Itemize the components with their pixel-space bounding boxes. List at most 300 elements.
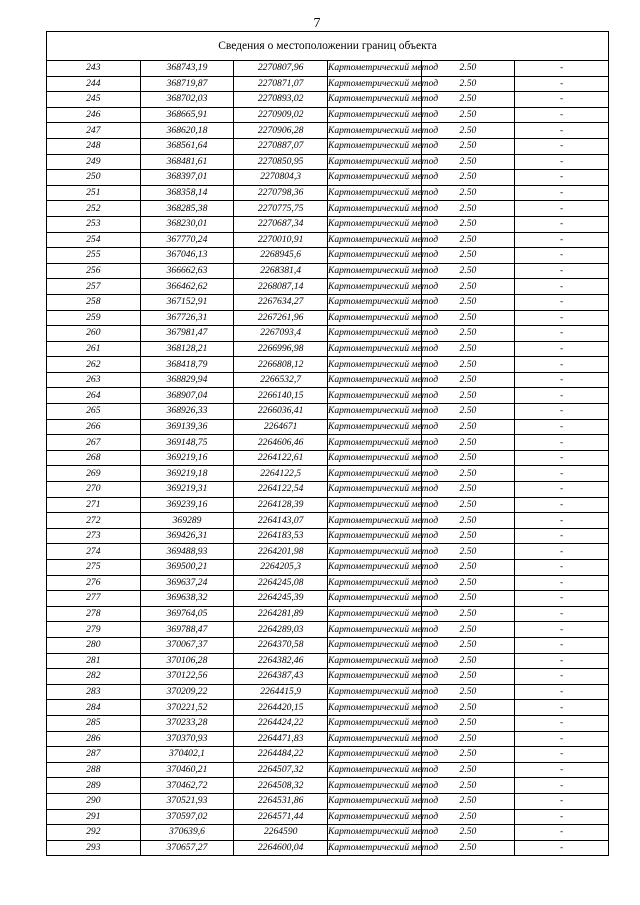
description-cell: - <box>515 201 609 217</box>
method-cell: Картометрический метод <box>327 419 421 435</box>
accuracy-cell: 2.50 <box>421 357 515 373</box>
table-row <box>47 154 609 170</box>
x-coordinate-cell: 368702,03 <box>140 92 234 108</box>
description-cell: - <box>515 61 609 77</box>
point-number-cell: 257 <box>47 279 141 295</box>
point-number-cell: 286 <box>47 731 141 747</box>
x-coordinate-cell: 367726,31 <box>140 310 234 326</box>
point-number-cell: 274 <box>47 544 141 560</box>
x-coordinate-cell: 368418,79 <box>140 357 234 373</box>
description-cell: - <box>515 840 609 856</box>
x-coordinate-cell: 368907,04 <box>140 388 234 404</box>
x-coordinate-cell: 370657,27 <box>140 840 234 856</box>
table-row <box>47 404 609 420</box>
y-coordinate-cell: 2270010,91 <box>234 232 328 248</box>
y-coordinate-cell: 2264370,58 <box>234 637 328 653</box>
accuracy-cell: 2.50 <box>421 637 515 653</box>
method-cell: Картометрический метод <box>327 606 421 622</box>
table-row <box>47 482 609 498</box>
table-row <box>47 840 609 856</box>
accuracy-cell: 2.50 <box>421 326 515 342</box>
table-row <box>47 123 609 139</box>
description-cell: - <box>515 232 609 248</box>
accuracy-cell: 2.50 <box>421 560 515 576</box>
point-number-cell: 283 <box>47 684 141 700</box>
y-coordinate-cell: 2264600,04 <box>234 840 328 856</box>
method-cell: Картометрический метод <box>327 341 421 357</box>
description-cell: - <box>515 669 609 685</box>
point-number-cell: 277 <box>47 591 141 607</box>
point-number-cell: 256 <box>47 263 141 279</box>
method-cell: Картометрический метод <box>327 170 421 186</box>
point-number-cell: 282 <box>47 669 141 685</box>
accuracy-cell: 2.50 <box>421 170 515 186</box>
accuracy-cell: 2.50 <box>421 76 515 92</box>
table-row <box>47 138 609 154</box>
accuracy-cell: 2.50 <box>421 61 515 77</box>
method-cell: Картометрический метод <box>327 372 421 388</box>
x-coordinate-cell: 369426,31 <box>140 528 234 544</box>
table-row <box>47 606 609 622</box>
accuracy-cell: 2.50 <box>421 513 515 529</box>
point-number-cell: 289 <box>47 778 141 794</box>
table-row <box>47 731 609 747</box>
table-row <box>47 435 609 451</box>
y-coordinate-cell: 2264606,46 <box>234 435 328 451</box>
table-row <box>47 372 609 388</box>
accuracy-cell: 2.50 <box>421 575 515 591</box>
description-cell: - <box>515 372 609 388</box>
point-number-cell: 268 <box>47 450 141 466</box>
point-number-cell: 250 <box>47 170 141 186</box>
y-coordinate-cell: 2264387,43 <box>234 669 328 685</box>
y-coordinate-cell: 2264507,32 <box>234 762 328 778</box>
method-cell: Картометрический метод <box>327 185 421 201</box>
y-coordinate-cell: 2268381,4 <box>234 263 328 279</box>
y-coordinate-cell: 2264424,22 <box>234 715 328 731</box>
table-row <box>47 560 609 576</box>
method-cell: Картометрический метод <box>327 92 421 108</box>
x-coordinate-cell: 367152,91 <box>140 294 234 310</box>
y-coordinate-cell: 2270807,96 <box>234 61 328 77</box>
y-coordinate-cell: 2264122,61 <box>234 450 328 466</box>
method-cell: Картометрический метод <box>327 216 421 232</box>
description-cell: - <box>515 216 609 232</box>
accuracy-cell: 2.50 <box>421 404 515 420</box>
point-number-cell: 248 <box>47 138 141 154</box>
description-cell: - <box>515 279 609 295</box>
table-row <box>47 357 609 373</box>
accuracy-cell: 2.50 <box>421 497 515 513</box>
x-coordinate-cell: 368743,19 <box>140 61 234 77</box>
y-coordinate-cell: 2264471,83 <box>234 731 328 747</box>
table-row <box>47 825 609 841</box>
y-coordinate-cell: 2264201,98 <box>234 544 328 560</box>
y-coordinate-cell: 2266996,98 <box>234 341 328 357</box>
description-cell: - <box>515 684 609 700</box>
method-cell: Картометрический метод <box>327 622 421 638</box>
table-row <box>47 762 609 778</box>
description-cell: - <box>515 622 609 638</box>
y-coordinate-cell: 2264245,08 <box>234 575 328 591</box>
method-cell: Картометрический метод <box>327 123 421 139</box>
point-number-cell: 288 <box>47 762 141 778</box>
table-caption-row <box>47 32 609 61</box>
table-row <box>47 778 609 794</box>
accuracy-cell: 2.50 <box>421 310 515 326</box>
method-cell: Картометрический метод <box>327 294 421 310</box>
x-coordinate-cell: 369148,75 <box>140 435 234 451</box>
table-row <box>47 294 609 310</box>
accuracy-cell: 2.50 <box>421 201 515 217</box>
description-cell: - <box>515 92 609 108</box>
x-coordinate-cell: 368358,14 <box>140 185 234 201</box>
y-coordinate-cell: 2264571,44 <box>234 809 328 825</box>
table-row <box>47 747 609 763</box>
method-cell: Картометрический метод <box>327 466 421 482</box>
point-number-cell: 261 <box>47 341 141 357</box>
accuracy-cell: 2.50 <box>421 825 515 841</box>
y-coordinate-cell: 2270775,75 <box>234 201 328 217</box>
method-cell: Картометрический метод <box>327 248 421 264</box>
point-number-cell: 279 <box>47 622 141 638</box>
point-number-cell: 258 <box>47 294 141 310</box>
point-number-cell: 253 <box>47 216 141 232</box>
y-coordinate-cell: 2268945,6 <box>234 248 328 264</box>
description-cell: - <box>515 107 609 123</box>
table-row <box>47 248 609 264</box>
point-number-cell: 275 <box>47 560 141 576</box>
method-cell: Картометрический метод <box>327 404 421 420</box>
accuracy-cell: 2.50 <box>421 216 515 232</box>
method-cell: Картометрический метод <box>327 263 421 279</box>
point-number-cell: 267 <box>47 435 141 451</box>
y-coordinate-cell: 2270909,02 <box>234 107 328 123</box>
description-cell: - <box>515 544 609 560</box>
point-number-cell: 278 <box>47 606 141 622</box>
y-coordinate-cell: 2264420,15 <box>234 700 328 716</box>
point-number-cell: 291 <box>47 809 141 825</box>
description-cell: - <box>515 606 609 622</box>
accuracy-cell: 2.50 <box>421 419 515 435</box>
accuracy-cell: 2.50 <box>421 107 515 123</box>
method-cell: Картометрический метод <box>327 450 421 466</box>
accuracy-cell: 2.50 <box>421 700 515 716</box>
point-number-cell: 255 <box>47 248 141 264</box>
accuracy-cell: 2.50 <box>421 138 515 154</box>
accuracy-cell: 2.50 <box>421 450 515 466</box>
y-coordinate-cell: 2270850,95 <box>234 154 328 170</box>
method-cell: Картометрический метод <box>327 528 421 544</box>
y-coordinate-cell: 2270804,3 <box>234 170 328 186</box>
method-cell: Картометрический метод <box>327 310 421 326</box>
method-cell: Картометрический метод <box>327 326 421 342</box>
accuracy-cell: 2.50 <box>421 622 515 638</box>
method-cell: Картометрический метод <box>327 591 421 607</box>
x-coordinate-cell: 368926,33 <box>140 404 234 420</box>
x-coordinate-cell: 370462,72 <box>140 778 234 794</box>
y-coordinate-cell: 2264508,32 <box>234 778 328 794</box>
accuracy-cell: 2.50 <box>421 466 515 482</box>
y-coordinate-cell: 2266532,7 <box>234 372 328 388</box>
x-coordinate-cell: 369788,47 <box>140 622 234 638</box>
point-number-cell: 270 <box>47 482 141 498</box>
x-coordinate-cell: 369139,36 <box>140 419 234 435</box>
point-number-cell: 243 <box>47 61 141 77</box>
accuracy-cell: 2.50 <box>421 715 515 731</box>
description-cell: - <box>515 435 609 451</box>
description-cell: - <box>515 357 609 373</box>
description-cell: - <box>515 513 609 529</box>
table-row <box>47 419 609 435</box>
description-cell: - <box>515 747 609 763</box>
accuracy-cell: 2.50 <box>421 528 515 544</box>
point-number-cell: 260 <box>47 326 141 342</box>
x-coordinate-cell: 368285,38 <box>140 201 234 217</box>
x-coordinate-cell: 366662,63 <box>140 263 234 279</box>
description-cell: - <box>515 154 609 170</box>
table-row <box>47 201 609 217</box>
table-row <box>47 326 609 342</box>
table-row <box>47 793 609 809</box>
description-cell: - <box>515 388 609 404</box>
method-cell: Картометрический метод <box>327 778 421 794</box>
y-coordinate-cell: 2264484,22 <box>234 747 328 763</box>
table-row <box>47 544 609 560</box>
method-cell: Картометрический метод <box>327 76 421 92</box>
y-coordinate-cell: 2264415,9 <box>234 684 328 700</box>
x-coordinate-cell: 368561,64 <box>140 138 234 154</box>
accuracy-cell: 2.50 <box>421 544 515 560</box>
x-coordinate-cell: 369638,32 <box>140 591 234 607</box>
table-row <box>47 497 609 513</box>
x-coordinate-cell: 368620,18 <box>140 123 234 139</box>
x-coordinate-cell: 368397,01 <box>140 170 234 186</box>
x-coordinate-cell: 370597,02 <box>140 809 234 825</box>
point-number-cell: 259 <box>47 310 141 326</box>
table-row <box>47 107 609 123</box>
point-number-cell: 284 <box>47 700 141 716</box>
point-number-cell: 262 <box>47 357 141 373</box>
x-coordinate-cell: 368128,21 <box>140 341 234 357</box>
method-cell: Картометрический метод <box>327 793 421 809</box>
description-cell: - <box>515 263 609 279</box>
description-cell: - <box>515 778 609 794</box>
x-coordinate-cell: 370122,56 <box>140 669 234 685</box>
accuracy-cell: 2.50 <box>421 606 515 622</box>
description-cell: - <box>515 248 609 264</box>
description-cell: - <box>515 528 609 544</box>
table-row <box>47 61 609 77</box>
accuracy-cell: 2.50 <box>421 232 515 248</box>
method-cell: Картометрический метод <box>327 201 421 217</box>
table-row <box>47 170 609 186</box>
method-cell: Картометрический метод <box>327 138 421 154</box>
y-coordinate-cell: 2266036,41 <box>234 404 328 420</box>
method-cell: Картометрический метод <box>327 747 421 763</box>
accuracy-cell: 2.50 <box>421 372 515 388</box>
x-coordinate-cell: 369488,93 <box>140 544 234 560</box>
x-coordinate-cell: 367046,13 <box>140 248 234 264</box>
table-row <box>47 216 609 232</box>
x-coordinate-cell: 368230,01 <box>140 216 234 232</box>
x-coordinate-cell: 369500,21 <box>140 560 234 576</box>
accuracy-cell: 2.50 <box>421 279 515 295</box>
x-coordinate-cell: 368481,61 <box>140 154 234 170</box>
method-cell: Картометрический метод <box>327 435 421 451</box>
description-cell: - <box>515 185 609 201</box>
method-cell: Картометрический метод <box>327 825 421 841</box>
accuracy-cell: 2.50 <box>421 263 515 279</box>
x-coordinate-cell: 370209,22 <box>140 684 234 700</box>
description-cell: - <box>515 575 609 591</box>
description-cell: - <box>515 310 609 326</box>
x-coordinate-cell: 370067,37 <box>140 637 234 653</box>
description-cell: - <box>515 76 609 92</box>
y-coordinate-cell: 2264122,5 <box>234 466 328 482</box>
accuracy-cell: 2.50 <box>421 731 515 747</box>
x-coordinate-cell: 370639,6 <box>140 825 234 841</box>
description-cell: - <box>515 637 609 653</box>
accuracy-cell: 2.50 <box>421 840 515 856</box>
method-cell: Картометрический метод <box>327 715 421 731</box>
table-row <box>47 310 609 326</box>
description-cell: - <box>515 404 609 420</box>
point-number-cell: 290 <box>47 793 141 809</box>
table-row <box>47 637 609 653</box>
table-row <box>47 76 609 92</box>
y-coordinate-cell: 2267261,96 <box>234 310 328 326</box>
x-coordinate-cell: 369219,16 <box>140 450 234 466</box>
accuracy-cell: 2.50 <box>421 154 515 170</box>
y-coordinate-cell: 2270893,02 <box>234 92 328 108</box>
point-number-cell: 251 <box>47 185 141 201</box>
method-cell: Картометрический метод <box>327 357 421 373</box>
y-coordinate-cell: 2266808,12 <box>234 357 328 373</box>
method-cell: Картометрический метод <box>327 388 421 404</box>
method-cell: Картометрический метод <box>327 669 421 685</box>
x-coordinate-cell: 370221,52 <box>140 700 234 716</box>
x-coordinate-cell: 368829,94 <box>140 372 234 388</box>
page-number: 7 <box>313 16 321 31</box>
method-cell: Картометрический метод <box>327 637 421 653</box>
accuracy-cell: 2.50 <box>421 294 515 310</box>
table-row <box>47 232 609 248</box>
description-cell: - <box>515 419 609 435</box>
point-number-cell: 263 <box>47 372 141 388</box>
x-coordinate-cell: 370106,28 <box>140 653 234 669</box>
table-row <box>47 715 609 731</box>
accuracy-cell: 2.50 <box>421 653 515 669</box>
accuracy-cell: 2.50 <box>421 684 515 700</box>
y-coordinate-cell: 2264382,46 <box>234 653 328 669</box>
description-cell: - <box>515 294 609 310</box>
x-coordinate-cell: 369219,18 <box>140 466 234 482</box>
boundary-coordinates-table <box>46 31 609 856</box>
y-coordinate-cell: 2264122,54 <box>234 482 328 498</box>
y-coordinate-cell: 2270906,28 <box>234 123 328 139</box>
y-coordinate-cell: 2264289,03 <box>234 622 328 638</box>
y-coordinate-cell: 2267093,4 <box>234 326 328 342</box>
accuracy-cell: 2.50 <box>421 762 515 778</box>
x-coordinate-cell: 369289 <box>140 513 234 529</box>
point-number-cell: 264 <box>47 388 141 404</box>
table-row <box>47 528 609 544</box>
x-coordinate-cell: 366462,62 <box>140 279 234 295</box>
method-cell: Картометрический метод <box>327 61 421 77</box>
table-row <box>47 669 609 685</box>
description-cell: - <box>515 653 609 669</box>
description-cell: - <box>515 762 609 778</box>
description-cell: - <box>515 591 609 607</box>
method-cell: Картометрический метод <box>327 731 421 747</box>
description-cell: - <box>515 809 609 825</box>
description-cell: - <box>515 497 609 513</box>
method-cell: Картометрический метод <box>327 482 421 498</box>
point-number-cell: 247 <box>47 123 141 139</box>
y-coordinate-cell: 2270871,07 <box>234 76 328 92</box>
description-cell: - <box>515 466 609 482</box>
method-cell: Картометрический метод <box>327 762 421 778</box>
x-coordinate-cell: 370233,28 <box>140 715 234 731</box>
description-cell: - <box>515 482 609 498</box>
method-cell: Картометрический метод <box>327 653 421 669</box>
table-row <box>47 279 609 295</box>
table-row <box>47 450 609 466</box>
y-coordinate-cell: 2264245,39 <box>234 591 328 607</box>
y-coordinate-cell: 2270887,07 <box>234 138 328 154</box>
accuracy-cell: 2.50 <box>421 435 515 451</box>
description-cell: - <box>515 341 609 357</box>
y-coordinate-cell: 2264128,39 <box>234 497 328 513</box>
y-coordinate-cell: 2264183,53 <box>234 528 328 544</box>
point-number-cell: 269 <box>47 466 141 482</box>
point-number-cell: 272 <box>47 513 141 529</box>
point-number-cell: 265 <box>47 404 141 420</box>
description-cell: - <box>515 123 609 139</box>
table-row <box>47 263 609 279</box>
accuracy-cell: 2.50 <box>421 123 515 139</box>
description-cell: - <box>515 825 609 841</box>
table-row <box>47 92 609 108</box>
method-cell: Картометрический метод <box>327 700 421 716</box>
x-coordinate-cell: 370370,93 <box>140 731 234 747</box>
y-coordinate-cell: 2264590 <box>234 825 328 841</box>
point-number-cell: 285 <box>47 715 141 731</box>
description-cell: - <box>515 700 609 716</box>
accuracy-cell: 2.50 <box>421 809 515 825</box>
method-cell: Картометрический метод <box>327 840 421 856</box>
y-coordinate-cell: 2266140,15 <box>234 388 328 404</box>
point-number-cell: 266 <box>47 419 141 435</box>
accuracy-cell: 2.50 <box>421 482 515 498</box>
x-coordinate-cell: 367770,24 <box>140 232 234 248</box>
x-coordinate-cell: 368719,87 <box>140 76 234 92</box>
accuracy-cell: 2.50 <box>421 185 515 201</box>
point-number-cell: 292 <box>47 825 141 841</box>
table-row <box>47 809 609 825</box>
accuracy-cell: 2.50 <box>421 388 515 404</box>
x-coordinate-cell: 370460,21 <box>140 762 234 778</box>
accuracy-cell: 2.50 <box>421 669 515 685</box>
method-cell: Картометрический метод <box>327 513 421 529</box>
accuracy-cell: 2.50 <box>421 778 515 794</box>
accuracy-cell: 2.50 <box>421 793 515 809</box>
table-row <box>47 591 609 607</box>
point-number-cell: 271 <box>47 497 141 513</box>
table-row <box>47 513 609 529</box>
method-cell: Картометрический метод <box>327 544 421 560</box>
